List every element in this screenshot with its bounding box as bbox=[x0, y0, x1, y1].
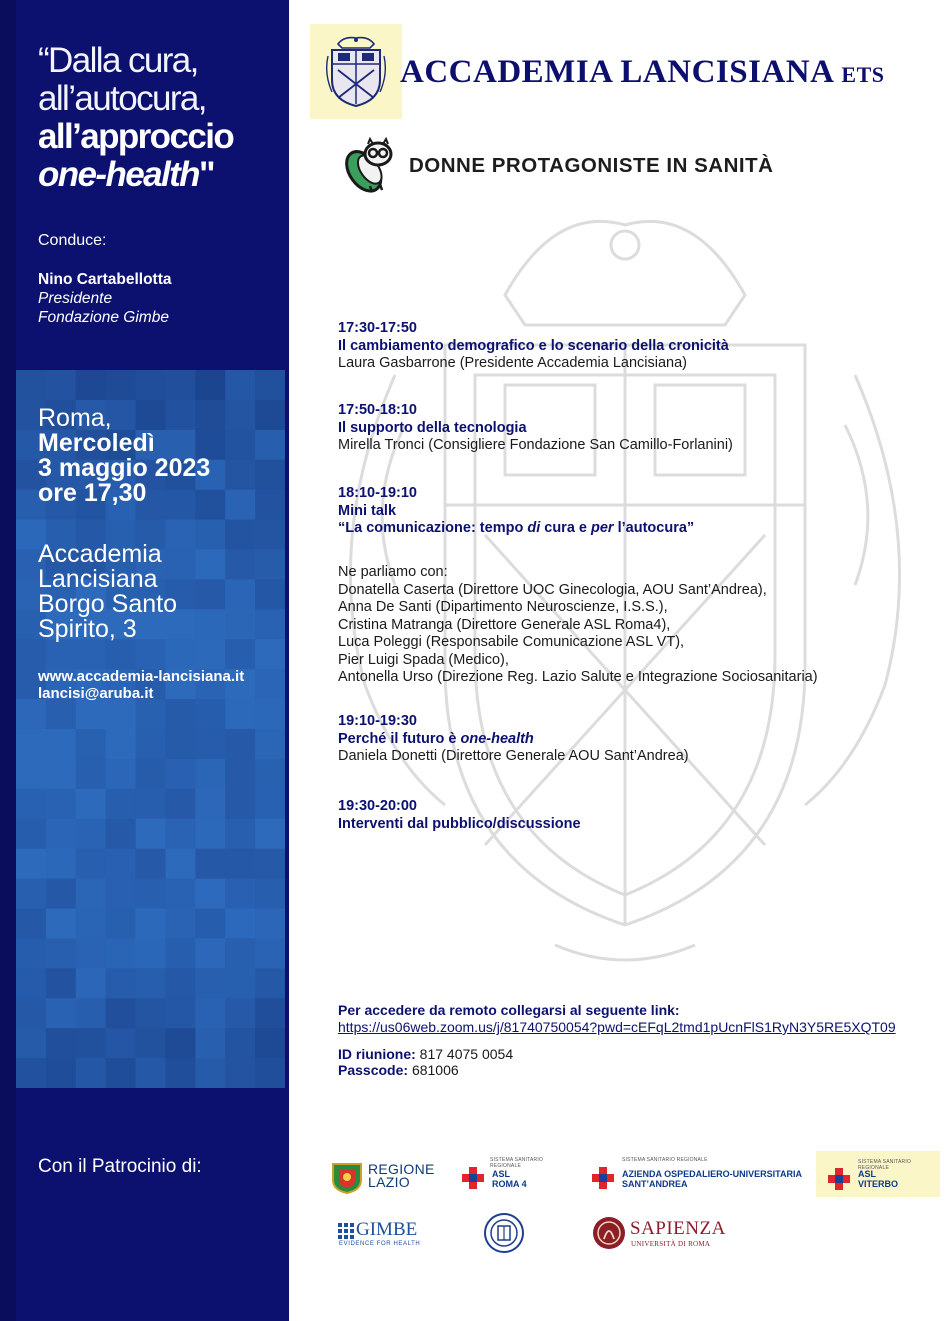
program-speaker: Daniela Donetti (Direttore Generale AOU Sant’Andrea) bbox=[338, 748, 689, 764]
health-cross-icon bbox=[828, 1168, 850, 1190]
program-speaker: Laura Gasbarrone (Presidente Accademia Lancisiana) bbox=[338, 355, 688, 371]
panelists-block bbox=[338, 564, 818, 687]
regione-lazio-logo bbox=[331, 1160, 441, 1196]
academy-name-main: ACCADEMIA LANCISIANA bbox=[400, 54, 833, 90]
event-venue bbox=[38, 542, 177, 642]
aou-santandrea-logo bbox=[592, 1157, 807, 1193]
asl-roma4-logo bbox=[462, 1157, 572, 1193]
title-part: Perché il futuro è bbox=[338, 730, 461, 747]
program-title bbox=[338, 731, 689, 749]
host-name: Nino Cartabellotta bbox=[38, 271, 172, 288]
title-italic-part: one-health bbox=[460, 730, 534, 747]
regione-line-2: LAZIO bbox=[368, 1174, 410, 1190]
quote-line-4-italic: one-health bbox=[38, 155, 199, 194]
zoom-link[interactable]: https://us06web.zoom.us/j/81740750054?pwd=cEFqL2tmd1pUcnFlS1RyN3Y5RE5XQT09 bbox=[338, 1019, 896, 1035]
subtitle-donne-protagoniste: DONNE PROTAGONISTE IN SANITÀ bbox=[409, 154, 774, 177]
event-datetime bbox=[38, 406, 210, 506]
gimbe-logo bbox=[338, 1220, 428, 1250]
mini-talk-quote bbox=[338, 520, 694, 538]
left-panel bbox=[0, 0, 289, 1321]
aou-text bbox=[622, 1169, 802, 1189]
asl-vt-line-1: ASL bbox=[858, 1169, 876, 1179]
gimbe-tagline: EVIDENCE FOR HEALTH bbox=[339, 1241, 421, 1247]
remote-access-block bbox=[338, 1002, 896, 1036]
sapienza-emblem-icon bbox=[592, 1215, 626, 1251]
panelist-item: Pier Luigi Spada (Medico), bbox=[338, 651, 509, 668]
program-time: 17:50-18:10 bbox=[338, 402, 417, 418]
panelist-item: Anna De Santi (Dipartimento Neuroscienze, I.S.S.), bbox=[338, 599, 668, 615]
regione-lazio-emblem-icon bbox=[331, 1160, 363, 1194]
academy-suffix: ETS bbox=[841, 62, 885, 87]
program-time: 17:30-17:50 bbox=[338, 320, 417, 336]
event-city: Roma, bbox=[38, 404, 112, 432]
gimbe-grid-icon bbox=[338, 1223, 354, 1239]
program-title: Mini talk bbox=[338, 502, 397, 519]
event-date: 3 maggio 2023 bbox=[38, 454, 211, 482]
panelist-item: Antonella Urso (Direzione Reg. Lazio Salute e Integrazione Sociosanitaria) bbox=[338, 669, 818, 685]
meeting-id-label: ID riunione: bbox=[338, 1046, 416, 1062]
quote-part-a: “La comunicazione: tempo bbox=[338, 520, 528, 536]
conduce-label: Conduce: bbox=[38, 232, 107, 249]
panelist-item: Cristina Matranga (Direttore Generale ASL Roma4), bbox=[338, 616, 671, 633]
host-org: Fondazione Gimbe bbox=[38, 309, 169, 326]
academy-crest-logo bbox=[310, 24, 402, 119]
asl-viterbo-text bbox=[858, 1169, 898, 1189]
quote-part-di: di bbox=[527, 520, 541, 536]
asl-roma4-text bbox=[492, 1169, 527, 1189]
program-item-4 bbox=[338, 713, 689, 766]
meeting-id: 817 4075 0054 bbox=[419, 1046, 514, 1062]
quote-part-per: per bbox=[591, 520, 614, 536]
panelist-item: Donatella Caserta (Direttore UOC Ginecologia, AOU Sant’Andrea), bbox=[338, 581, 767, 598]
sapienza-name: SAPIENZA bbox=[630, 1218, 726, 1239]
quote-line-1: “Dalla cura, bbox=[38, 41, 198, 80]
website-link[interactable]: www.accademia-lancisiana.it bbox=[38, 668, 245, 685]
gimbe-name: GIMBE bbox=[356, 1219, 418, 1240]
program-title: Interventi dal pubblico/discussione bbox=[338, 815, 581, 832]
venue-line-2: Lancisiana bbox=[38, 565, 158, 593]
asl-roma4-line-2: ROMA 4 bbox=[492, 1179, 527, 1189]
passcode: 681006 bbox=[411, 1062, 459, 1078]
venue-line-1: Accademia bbox=[38, 540, 162, 568]
blue-mosaic-panel bbox=[16, 370, 285, 1088]
quote-part-c: l’autocura” bbox=[613, 520, 695, 536]
meeting-credentials bbox=[338, 1046, 513, 1078]
event-title-quote bbox=[38, 42, 233, 194]
program-item-3 bbox=[338, 485, 694, 538]
email-link[interactable]: lancisi@aruba.it bbox=[38, 685, 154, 702]
regione-line-1: REGIONE bbox=[368, 1161, 435, 1177]
quote-line-4-end: " bbox=[198, 155, 214, 194]
ssr-caption: SISTEMA SANITARIO REGIONALE bbox=[858, 1159, 912, 1171]
asl-viterbo-logo bbox=[816, 1151, 940, 1197]
venue-line-3: Borgo Santo bbox=[38, 590, 177, 618]
asl-vt-line-2: VITERBO bbox=[858, 1179, 899, 1189]
patrocinio-label: Con il Patrocinio di: bbox=[38, 1156, 202, 1177]
quote-part-b: cura e bbox=[540, 520, 592, 536]
ssr-caption: SISTEMA SANITARIO REGIONALE bbox=[622, 1157, 708, 1163]
sapienza-logo bbox=[592, 1215, 726, 1255]
round-seal-logo-icon bbox=[483, 1212, 525, 1254]
left-edge-stripe bbox=[0, 0, 16, 1321]
sapienza-subtitle: UNIVERSITÀ DI ROMA bbox=[631, 1240, 711, 1248]
panelist-item: Luca Poleggi (Responsabile Comunicazione ASL VT), bbox=[338, 634, 685, 650]
health-cross-icon bbox=[592, 1167, 614, 1189]
crest-icon bbox=[324, 34, 388, 110]
remote-access-label: Per accedere da remoto collegarsi al seguente link: bbox=[338, 1002, 680, 1018]
program-speaker: Mirella Tronci (Consigliere Fondazione San Camillo-Forlanini) bbox=[338, 437, 733, 453]
program-title: Il cambiamento demografico e lo scenario della cronicità bbox=[338, 337, 729, 354]
ssr-caption: SISTEMA SANITARIO REGIONALE bbox=[490, 1157, 544, 1169]
event-weekday: Mercoledì bbox=[38, 429, 155, 457]
academy-name bbox=[400, 54, 884, 91]
quote-line-3: all’approccio bbox=[38, 117, 234, 156]
regione-lazio-text bbox=[368, 1163, 435, 1189]
venue-line-4: Spirito, 3 bbox=[38, 615, 137, 643]
aou-line-1: AZIENDA OSPEDALIERO-UNIVERSITARIA bbox=[622, 1169, 803, 1179]
program-time: 19:10-19:30 bbox=[338, 713, 417, 729]
program-time: 18:10-19:10 bbox=[338, 485, 417, 501]
program-item-1 bbox=[338, 320, 729, 373]
owl-icon bbox=[332, 136, 398, 194]
host-role: Presidente bbox=[38, 290, 113, 307]
host-block bbox=[38, 270, 171, 327]
program-item-2 bbox=[338, 402, 733, 455]
contact-links bbox=[38, 668, 244, 702]
panelists-intro: Ne parliamo con: bbox=[338, 564, 448, 580]
aou-line-2: SANT’ANDREA bbox=[622, 1179, 688, 1189]
asl-roma4-line-1: ASL bbox=[492, 1169, 510, 1179]
program-time: 19:30-20:00 bbox=[338, 798, 417, 814]
program-title: Il supporto della tecnologia bbox=[338, 419, 527, 436]
program-item-5 bbox=[338, 798, 581, 833]
event-time: ore 17,30 bbox=[38, 479, 147, 507]
quote-line-2: all’autocura, bbox=[38, 79, 206, 118]
passcode-label: Passcode: bbox=[338, 1062, 409, 1078]
health-cross-icon bbox=[462, 1167, 484, 1189]
